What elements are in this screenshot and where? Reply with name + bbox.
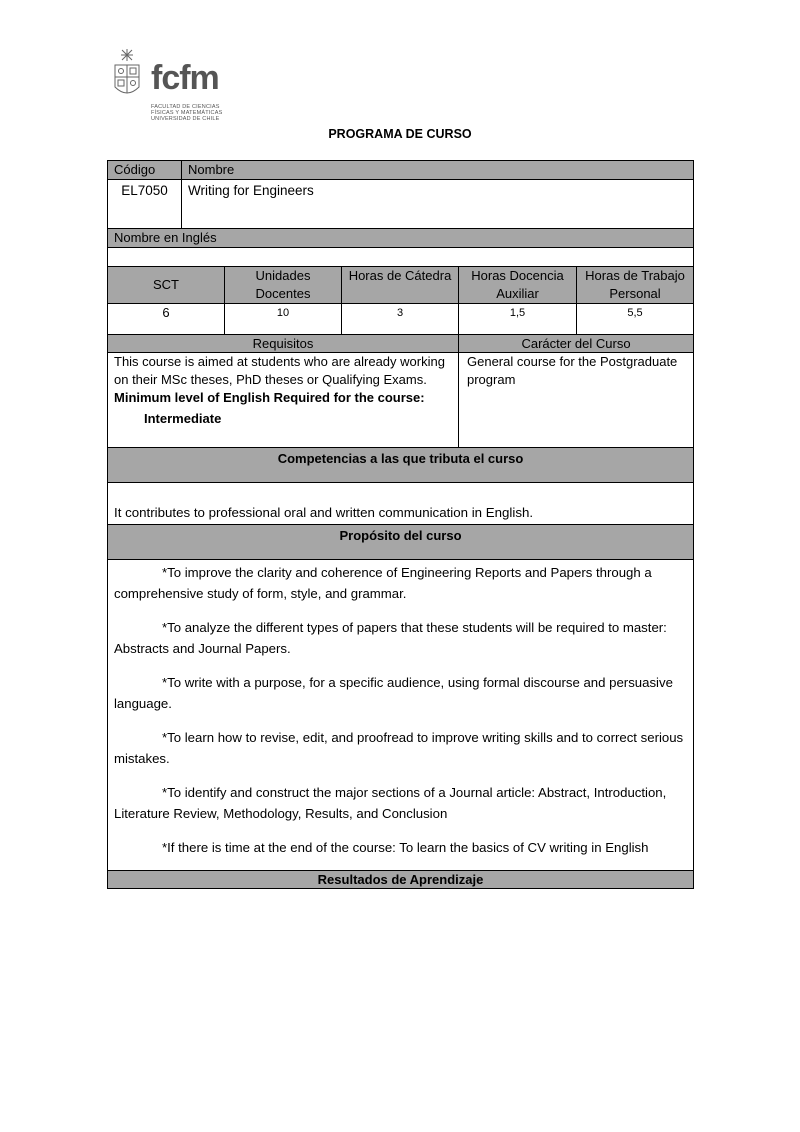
document-title: PROGRAMA DE CURSO xyxy=(328,127,472,141)
faculty-name: FACULTAD DE CIENCIAS FÍSICAS Y MATEMÁTICAS UNIVERSIDAD DE CHILE xyxy=(151,104,223,122)
purpose-header: Propósito del curso xyxy=(108,525,694,560)
credits-value-catedra: 3 xyxy=(342,304,459,335)
requirements-header: Requisitos xyxy=(108,335,459,353)
english-name-header: Nombre en Inglés xyxy=(108,229,694,248)
course-program-table xyxy=(107,160,694,889)
purpose-item: *To identify and construct the major sections of a Journal article: Abstract, Introduction, Literature Review, Methodology, Results, and Conclusion xyxy=(114,785,667,821)
purpose-item: *To learn how to revise, edit, and proofread to improve writing skills and to correct serious mistakes. xyxy=(114,730,684,766)
min-english-level-label: Minimum level of English Required for the course: xyxy=(114,390,425,405)
requirements-cell xyxy=(108,353,459,448)
credits-value-unidades: 10 xyxy=(225,304,342,335)
character-text: General course for the Postgraduate program xyxy=(459,353,694,448)
purpose-item: *To analyze the different types of papers that these students will be required to master: Abstracts and Journal Papers. xyxy=(114,620,667,656)
purpose-item: *To write with a purpose, for a specific audience, using formal discourse and persuasive language. xyxy=(114,675,673,711)
fcfm-wordmark: fcfm xyxy=(151,59,219,97)
competencies-header: Competencias a las que tributa el curso xyxy=(108,448,694,483)
credits-header-sct: SCT xyxy=(108,267,225,304)
english-name-value xyxy=(108,248,694,267)
learning-outcomes-header: Resultados de Aprendizaje xyxy=(108,871,694,889)
course-code: EL7050 xyxy=(108,180,182,229)
requirements-text: This course is aimed at students who are already working on their MSc theses, PhD theses or Qualifying Exams. xyxy=(114,354,445,387)
credits-header-unidades: Unidades Docentes xyxy=(225,267,342,304)
university-emblem-icon xyxy=(113,47,149,103)
credits-value-auxiliar: 1,5 xyxy=(459,304,577,335)
purpose-item: *If there is time at the end of the course: To learn the basics of CV writing in English xyxy=(162,840,649,855)
purpose-item: *To improve the clarity and coherence of Engineering Reports and Papers through a comprehensive study of form, style, and grammar. xyxy=(114,565,652,601)
fcfm-logo xyxy=(113,47,243,131)
name-header: Nombre xyxy=(182,161,694,180)
credits-value-personal: 5,5 xyxy=(577,304,694,335)
credits-header-catedra: Horas de Cátedra xyxy=(342,267,459,304)
code-header: Código xyxy=(108,161,182,180)
min-english-level-value: Intermediate xyxy=(144,411,222,426)
character-header: Carácter del Curso xyxy=(459,335,694,353)
competencies-text: It contributes to professional oral and written communication in English. xyxy=(108,483,694,525)
credits-value-sct: 6 xyxy=(108,304,225,335)
credits-header-personal: Horas de Trabajo Personal xyxy=(577,267,694,304)
credits-header-auxiliar: Horas Docencia Auxiliar xyxy=(459,267,577,304)
course-name: Writing for Engineers xyxy=(182,180,694,229)
purpose-cell xyxy=(108,560,694,871)
